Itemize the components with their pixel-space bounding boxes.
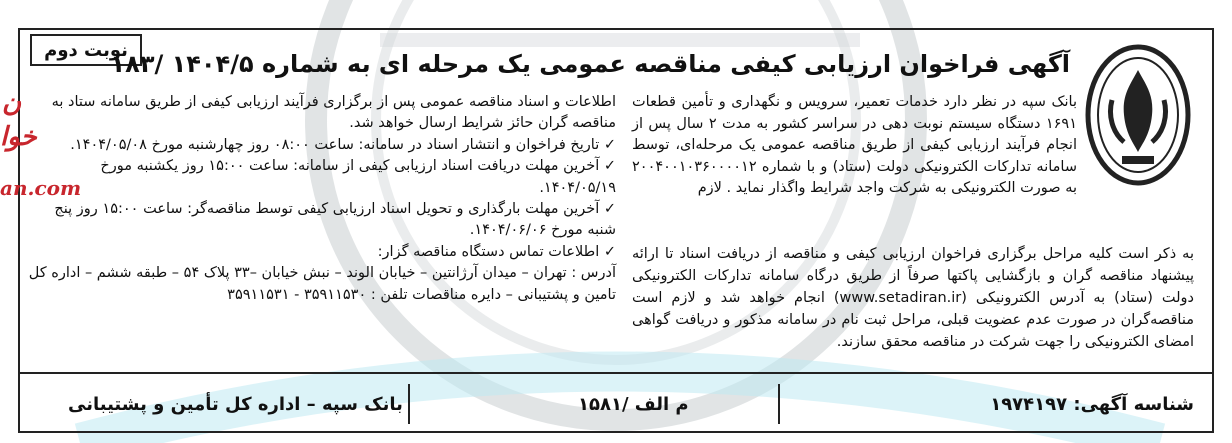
body-right-text: بانک سپه در نظر دارد خدمات تعمیر، سرویس و نگهداری و تأمین قطعات ۱۶۹۱ دستگاه سیستم نوبت دهی در سراسر کشور به مدت ۲ سال پس از انجام فرآیند ارزیابی کیفی از طریق مناقصه عمومی یک مرحله‌ای، توسط سامانه تدارکات الکترونیکی دولت (ستاد) و با شماره ۲۰۰۴۰۰۱۰۳۶۰۰۰۰۱۲ به صورت الکترونیکی به شرکت واجد شرایط واگذار نماید . لازم [632,94,1078,197]
footer-divider-1 [778,384,780,424]
stamp-red-fragment-3: an.com [0,176,82,200]
ad-title: آگهی فراخوان ارزیابی کیفی مناقصه عمومی یک مرحله ای به شماره ۱۴۰۴/۵ /۱۸۳ [110,50,1070,78]
left-item-submit-deadline: ✓ آخرین مهلت بارگذاری و تحویل اسناد ارزیابی کیفی توسط مناقصه‌گر: ساعت ۱۵:۰۰ روز پنج شنبه مورخ ۱۴۰۴/۰۶/۰۶. [54,201,616,239]
body-right-column [632,92,1077,242]
ad-reference: م الف /۱۵۸۱ [578,394,689,415]
left-item-contact-heading: ✓ اطلاعات تماس دستگاه مناقصه گزار: [377,243,616,260]
round-badge: نوبت دوم [30,34,142,66]
contact-address: آدرس : تهران – میدان آرژانتین – خیابان الوند – نبش خیابان –۳۳ پلاک ۵۴ – طبقه ششم – اداره کل تامین و پشتیبانی – دایره مناقصات تلفن : ۳۵۹۱۱۵۳۰ - ۳۵۹۱۱۵۳۱ [28,265,616,303]
left-item-announce-date: ✓ تاریخ فراخوان و انتشار اسناد در سامانه: ساعت ۰۸:۰۰ روز چهارشنبه مورخ ۱۴۰۴/۰۵/۰۸. [70,136,616,153]
bank-emblem-icon [1082,40,1194,190]
stamp-red-fragment-2: خوا [0,122,37,152]
body-bottom-right [632,243,1194,363]
ad-organization: بانک سپه – اداره کل تأمین و پشتیبانی [68,394,403,415]
body-bottom-text: به ذکر است کلیه مراحل برگزاری فراخوان ارزیابی کیفی و مناقصه از دریافت اسناد تا ارائه پیشنهاد مناقصه گران و بازگشایی پاکتها صرفاً از طریق درگاه سامانه تدارکات الکترونیکی دولت (ستاد) به آدرس الکترونیکی (www.setadiran.ir) انجام خواهد شد و لازم است مناقصه‌گران در صورت عدم عضویت قبلی، مراحل ثبت نام در سامانه مذکور و دریافت گواهی امضای الکترونیکی را جهت شرکت در مناقصه محقق سازند. [632,246,1194,350]
stamp-red-fragment-1: ن [2,88,22,118]
ad-footer [18,372,1214,433]
left-item-docs-deadline: ✓ آخرین مهلت دریافت اسناد ارزیابی کیفی از سامانه: ساعت ۱۵:۰۰ روز یکشنبه مورخ ۱۴۰۴/۰۵/۱۹. [100,158,616,196]
body-left-column [26,92,616,364]
footer-divider-2 [408,384,410,424]
ad-id: شناسه آگهی: ۱۹۷۴۱۹۷ [990,394,1194,415]
left-intro: اطلاعات و اسناد مناقصه عمومی پس از برگزاری فرآیند ارزیابی کیفی از طریق سامانه ستاد به مناقصه گران حائز شرایط ارسال خواهد شد. [51,94,616,132]
